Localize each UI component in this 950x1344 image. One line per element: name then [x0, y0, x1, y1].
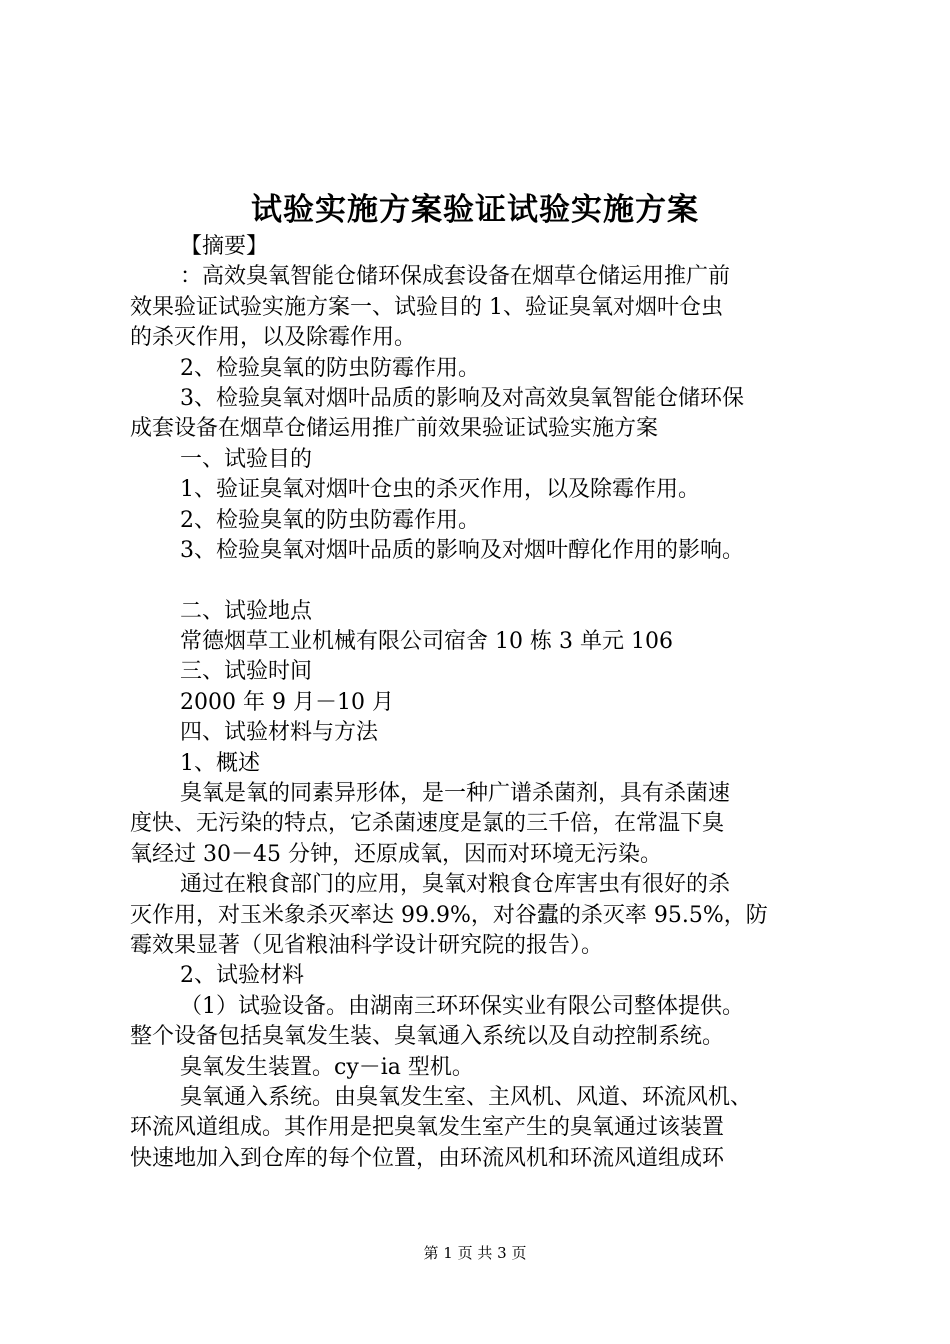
paragraph-line: 整个设备包括臭氧发生装、臭氧通入系统以及自动控制系统。	[130, 1024, 725, 1050]
paragraph-line: 【摘要】	[180, 234, 269, 259]
paragraph-line: 成套设备在烟草仓储运用推广前效果验证试验实施方案	[130, 416, 659, 442]
paragraph-line: 1、验证臭氧对烟叶仓虫的杀灭作用，以及除霉作用。	[180, 477, 700, 503]
paragraph-line: 通过在粮食部门的应用，臭氧对粮食仓库害虫有很好的杀	[180, 872, 731, 898]
page-footer: 第 1 页 共 3 页	[423, 1244, 527, 1262]
paragraph-line: 3、检验臭氧对烟叶品质的影响及对烟叶醇化作用的影响。	[180, 537, 744, 563]
paragraph-line: 2、检验臭氧的防虫防霉作用。	[180, 507, 480, 533]
document-title: 试验实施方案验证试验实施方案	[251, 192, 699, 228]
paragraph-line: 2、试验材料	[180, 963, 304, 989]
paragraph-line: ：高效臭氧智能仓储环保成套设备在烟草仓储运用推广前	[180, 264, 731, 290]
blank-line	[130, 566, 830, 596]
paragraph-line: 一、试验目的	[180, 446, 313, 472]
paragraph-line: 快速地加入到仓库的每个位置，由环流风机和环流风道组成环	[130, 1145, 725, 1171]
paragraph-line: 臭氧通入系统。由臭氧发生室、主风机、风道、环流风机、	[180, 1084, 753, 1110]
paragraph-line: 1、概述	[180, 750, 260, 776]
paragraph-line: 氧经过 30－45 分钟，还原成氧，因而对环境无污染。	[130, 841, 662, 867]
paragraph-line: 度快、无污染的特点，它杀菌速度是氯的三千倍，在常温下臭	[130, 811, 725, 837]
paragraph-line: 灭作用，对玉米象杀灭率达 99.9%，对谷蠹的杀灭率 95.5%，防	[130, 902, 768, 928]
paragraph-line: 环流风道组成。其作用是把臭氧发生室产生的臭氧通过该装置	[130, 1115, 725, 1141]
paragraph-line: 二、试验地点	[180, 598, 313, 624]
paragraph-line: 常德烟草工业机械有限公司宿舍 10 栋 3 单元 106	[180, 629, 673, 655]
paragraph-line: 2、检验臭氧的防虫防霉作用。	[180, 355, 480, 381]
paragraph-line: 的杀灭作用，以及除霉作用。	[130, 325, 417, 351]
document-body	[130, 232, 830, 1174]
paragraph-line: 3、检验臭氧对烟叶品质的影响及对高效臭氧智能仓储环保	[180, 385, 744, 411]
paragraph-line: 霉效果显著（见省粮油科学设计研究院的报告）。	[130, 932, 604, 958]
paragraph-line: 臭氧是氧的同素异形体，是一种广谱杀菌剂，具有杀菌速	[180, 781, 731, 807]
paragraph-line: 三、试验时间	[180, 659, 313, 685]
paragraph-line: （1）试验设备。由湖南三环环保实业有限公司整体提供。	[180, 993, 744, 1019]
paragraph-line: 臭氧发生装置。cy－ia 型机。	[180, 1054, 474, 1080]
paragraph-line: 2000 年 9 月－10 月	[180, 689, 394, 715]
paragraph-line: 效果验证试验实施方案一、试验目的 1、验证臭氧对烟叶仓虫	[130, 294, 723, 320]
paragraph-line: 四、试验材料与方法	[180, 720, 379, 746]
